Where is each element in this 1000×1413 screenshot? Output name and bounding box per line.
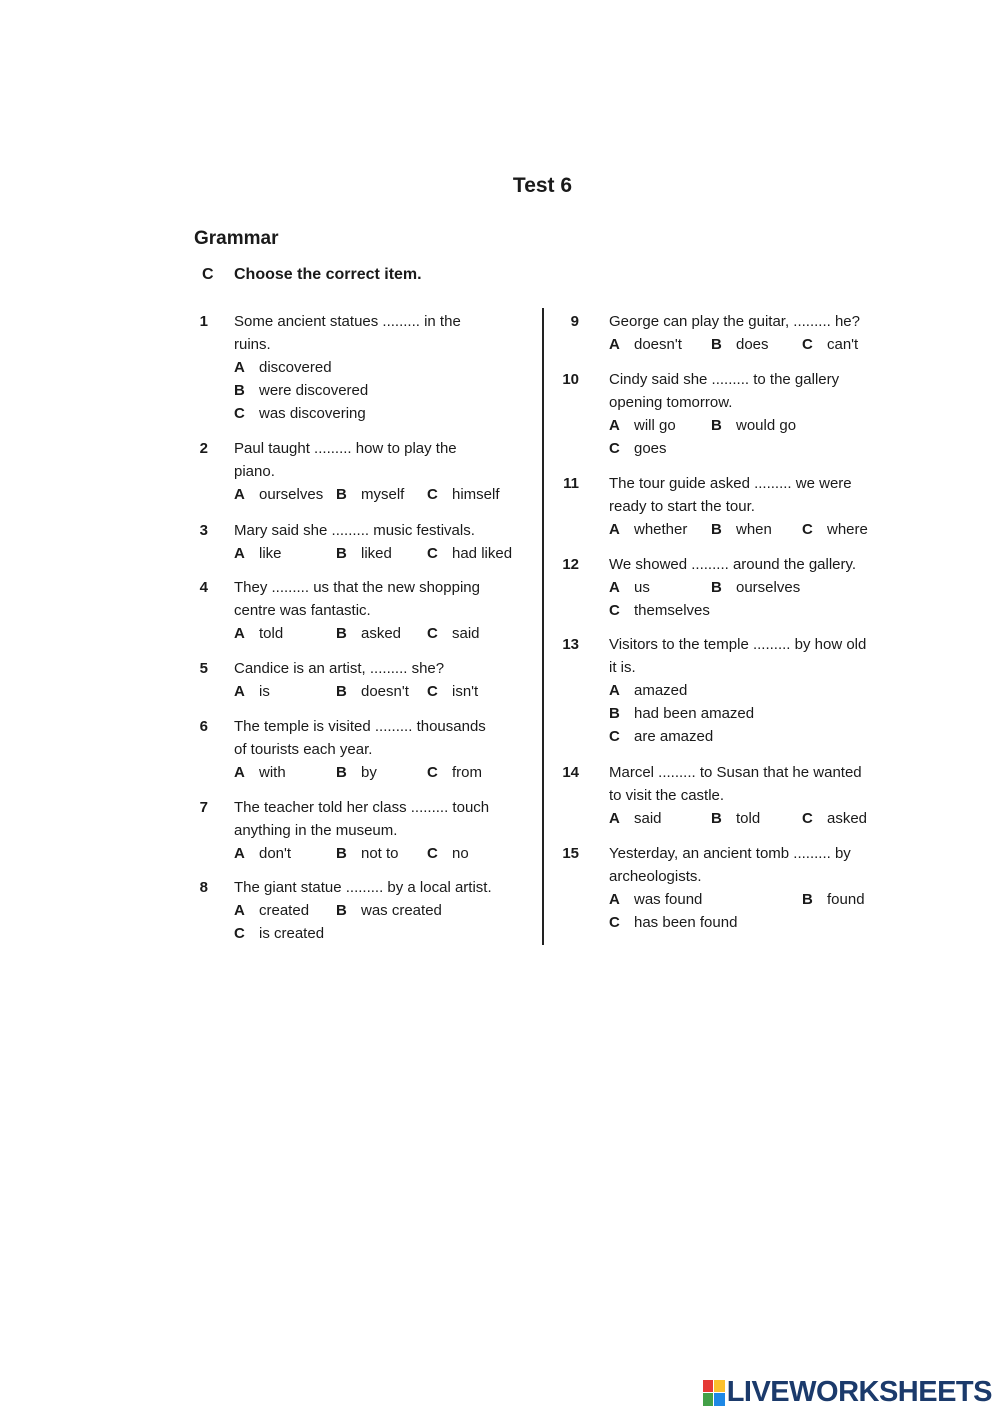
instruction bbox=[202, 266, 422, 284]
answer-option[interactable] bbox=[427, 542, 512, 565]
answer-option[interactable] bbox=[427, 483, 500, 506]
answer-option[interactable] bbox=[336, 542, 392, 565]
answer-option[interactable] bbox=[234, 899, 309, 922]
option-text: like bbox=[259, 545, 282, 562]
option-text: amazed bbox=[634, 682, 688, 699]
answer-option[interactable] bbox=[802, 807, 867, 830]
option-letter: C bbox=[802, 521, 813, 538]
option-letter: B bbox=[609, 705, 620, 722]
option-letter: A bbox=[234, 845, 245, 862]
option-letter: C bbox=[802, 810, 813, 827]
option-letter: A bbox=[609, 336, 620, 353]
option-text: goes bbox=[634, 440, 667, 457]
section-title: Grammar bbox=[194, 228, 279, 249]
question-text: The temple is visited ......... thousands bbox=[234, 718, 486, 735]
question-number: 3 bbox=[199, 522, 208, 539]
option-text: will go bbox=[634, 417, 676, 434]
option-text: is bbox=[259, 683, 270, 700]
question-text: piano. bbox=[234, 463, 275, 480]
answer-option[interactable] bbox=[802, 888, 865, 911]
answer-option[interactable] bbox=[234, 542, 282, 565]
answer-option[interactable] bbox=[609, 576, 650, 599]
liveworksheets-logo bbox=[703, 1376, 992, 1409]
question-number: 11 bbox=[563, 475, 579, 492]
option-text: was found bbox=[634, 891, 703, 908]
answer-option[interactable] bbox=[802, 518, 868, 541]
option-text: had been amazed bbox=[634, 705, 755, 722]
option-letter: B bbox=[336, 625, 347, 642]
option-text: are amazed bbox=[634, 728, 714, 745]
question-number: 10 bbox=[562, 371, 579, 388]
option-text: can't bbox=[827, 336, 859, 353]
answer-option[interactable] bbox=[609, 414, 676, 437]
answer-option[interactable] bbox=[609, 702, 754, 725]
option-text: myself bbox=[361, 486, 405, 503]
question-number: 14 bbox=[562, 764, 579, 781]
question-number: 5 bbox=[199, 660, 208, 677]
answer-option[interactable] bbox=[234, 483, 323, 506]
option-text: told bbox=[259, 625, 284, 642]
question-number: 7 bbox=[199, 799, 208, 816]
option-text: by bbox=[361, 764, 377, 781]
option-letter: C bbox=[609, 440, 620, 457]
option-text: when bbox=[736, 521, 772, 538]
question-text: The teacher told her class ......... touch bbox=[234, 799, 490, 816]
question-number: 9 bbox=[570, 313, 579, 330]
option-text: has been found bbox=[634, 914, 738, 931]
answer-option[interactable] bbox=[427, 680, 478, 703]
option-letter: A bbox=[234, 486, 245, 503]
question-text: George can play the guitar, ......... he? bbox=[609, 313, 860, 330]
option-text: whether bbox=[634, 521, 688, 538]
option-letter: C bbox=[427, 845, 438, 862]
question-number: 4 bbox=[199, 579, 208, 596]
answer-option[interactable] bbox=[711, 414, 796, 437]
option-letter: A bbox=[234, 764, 245, 781]
question-number: 12 bbox=[562, 556, 579, 573]
answer-option[interactable] bbox=[336, 899, 442, 922]
answer-option[interactable] bbox=[336, 842, 399, 865]
answer-option[interactable] bbox=[711, 518, 772, 541]
option-text: us bbox=[634, 579, 650, 596]
option-letter: A bbox=[234, 545, 245, 562]
answer-option[interactable] bbox=[609, 807, 662, 830]
option-text: said bbox=[634, 810, 662, 827]
answer-option[interactable] bbox=[609, 518, 687, 541]
option-letter: B bbox=[711, 336, 722, 353]
option-letter: C bbox=[609, 914, 620, 931]
option-letter: A bbox=[609, 417, 620, 434]
answer-option[interactable] bbox=[609, 599, 710, 622]
option-letter: A bbox=[234, 902, 245, 919]
logo-text: LIVEWORKSHEETS bbox=[726, 1376, 992, 1408]
option-text: doesn't bbox=[634, 336, 682, 353]
answer-option[interactable] bbox=[234, 356, 332, 379]
option-letter: B bbox=[336, 486, 347, 503]
answer-option[interactable] bbox=[609, 333, 682, 356]
option-letter: B bbox=[711, 417, 722, 434]
question-text: to visit the castle. bbox=[609, 787, 725, 804]
question-text: it is. bbox=[609, 659, 636, 676]
test-title: Test 6 bbox=[512, 174, 573, 197]
instruction-letter: C bbox=[202, 266, 214, 283]
option-letter: B bbox=[336, 902, 347, 919]
option-text: with bbox=[259, 764, 286, 781]
answer-option[interactable] bbox=[802, 333, 858, 356]
option-text: was discovering bbox=[259, 405, 366, 422]
option-text: not to bbox=[361, 845, 399, 862]
question-text: They ......... us that the new shopping bbox=[234, 579, 480, 596]
answer-option[interactable] bbox=[234, 761, 286, 784]
answer-option[interactable] bbox=[234, 379, 368, 402]
answer-option[interactable] bbox=[609, 911, 737, 934]
answer-option[interactable] bbox=[234, 922, 324, 945]
question-number: 8 bbox=[199, 879, 208, 896]
option-letter: B bbox=[711, 521, 722, 538]
instruction-text: Choose the correct item. bbox=[234, 266, 422, 283]
answer-option[interactable] bbox=[711, 333, 769, 356]
option-letter: B bbox=[336, 683, 347, 700]
column-divider bbox=[542, 308, 544, 945]
option-text: discovered bbox=[259, 359, 332, 376]
answer-option[interactable] bbox=[234, 622, 283, 645]
answer-option[interactable] bbox=[427, 761, 482, 784]
option-letter: C bbox=[802, 336, 813, 353]
question-number: 1 bbox=[199, 313, 208, 330]
question-text: Cindy said she ......... to the gallery bbox=[609, 371, 840, 388]
question-text: Paul taught ......... how to play the bbox=[234, 440, 457, 457]
option-letter: C bbox=[234, 405, 245, 422]
option-text: don't bbox=[259, 845, 292, 862]
option-text: had liked bbox=[452, 545, 513, 562]
liveworksheets-logo-icon bbox=[703, 1380, 725, 1406]
question-text: anything in the museum. bbox=[234, 822, 398, 839]
option-letter: B bbox=[336, 845, 347, 862]
answer-option[interactable] bbox=[609, 725, 713, 748]
question-number: 13 bbox=[562, 636, 579, 653]
question-text: ready to start the tour. bbox=[609, 498, 755, 515]
answer-option[interactable] bbox=[609, 679, 687, 702]
option-letter: A bbox=[234, 359, 245, 376]
question-number: 6 bbox=[199, 718, 208, 735]
option-text: created bbox=[259, 902, 310, 919]
answer-option[interactable] bbox=[427, 622, 480, 645]
question-number: 2 bbox=[199, 440, 208, 457]
option-text: were discovered bbox=[259, 382, 369, 399]
question-text: The tour guide asked ......... we were bbox=[609, 475, 852, 492]
option-text: ourselves bbox=[736, 579, 801, 596]
option-text: found bbox=[827, 891, 865, 908]
question-text: centre was fantastic. bbox=[234, 602, 371, 619]
option-text: is created bbox=[259, 925, 325, 942]
answer-option[interactable] bbox=[336, 483, 404, 506]
option-text: isn't bbox=[452, 683, 479, 700]
answer-option[interactable] bbox=[234, 402, 366, 425]
question-text: opening tomorrow. bbox=[609, 394, 733, 411]
option-letter: A bbox=[609, 579, 620, 596]
answer-option[interactable] bbox=[336, 622, 401, 645]
question-text: ruins. bbox=[234, 336, 271, 353]
question-text: Visitors to the temple ......... by how old bbox=[609, 636, 867, 653]
option-text: no bbox=[452, 845, 469, 862]
option-letter: C bbox=[427, 545, 438, 562]
answer-option[interactable] bbox=[336, 680, 409, 703]
option-text: would go bbox=[736, 417, 797, 434]
option-letter: C bbox=[427, 486, 438, 503]
option-text: asked bbox=[827, 810, 868, 827]
question-text: archeologists. bbox=[609, 868, 702, 885]
option-letter: B bbox=[711, 810, 722, 827]
option-letter: A bbox=[609, 521, 620, 538]
option-letter: C bbox=[234, 925, 245, 942]
option-text: themselves bbox=[634, 602, 710, 619]
option-letter: B bbox=[336, 545, 347, 562]
option-text: doesn't bbox=[361, 683, 409, 700]
question-text: of tourists each year. bbox=[234, 741, 373, 758]
question-text: Marcel ......... to Susan that he wanted bbox=[609, 764, 862, 781]
option-letter: C bbox=[609, 602, 620, 619]
option-text: himself bbox=[452, 486, 500, 503]
answer-option[interactable] bbox=[711, 807, 760, 830]
option-letter: B bbox=[711, 579, 722, 596]
option-text: liked bbox=[361, 545, 392, 562]
answer-option[interactable] bbox=[609, 437, 667, 460]
option-letter: A bbox=[234, 683, 245, 700]
answer-option[interactable] bbox=[336, 761, 377, 784]
question-text: We showed ......... around the gallery. bbox=[609, 556, 857, 573]
option-letter: C bbox=[427, 683, 438, 700]
question-number: 15 bbox=[562, 845, 579, 862]
option-letter: B bbox=[336, 764, 347, 781]
option-text: does bbox=[736, 336, 769, 353]
question-text: Some ancient statues ......... in the bbox=[234, 313, 461, 330]
option-text: was created bbox=[361, 902, 442, 919]
answer-option[interactable] bbox=[234, 842, 291, 865]
option-letter: B bbox=[802, 891, 813, 908]
option-letter: A bbox=[609, 810, 620, 827]
question-text: Mary said she ......... music festivals. bbox=[234, 522, 475, 539]
option-letter: A bbox=[234, 625, 245, 642]
answer-option[interactable] bbox=[609, 888, 702, 911]
option-letter: C bbox=[427, 764, 438, 781]
option-text: asked bbox=[361, 625, 402, 642]
option-letter: C bbox=[609, 728, 620, 745]
option-letter: B bbox=[234, 382, 245, 399]
question-text: Candice is an artist, ......... she? bbox=[234, 660, 445, 677]
question-text: Yesterday, an ancient tomb ......... by bbox=[609, 845, 851, 862]
answer-option[interactable] bbox=[427, 842, 469, 865]
option-text: said bbox=[452, 625, 480, 642]
answer-option[interactable] bbox=[234, 680, 270, 703]
option-letter: C bbox=[427, 625, 438, 642]
option-text: from bbox=[452, 764, 482, 781]
answer-option[interactable] bbox=[711, 576, 800, 599]
option-text: ourselves bbox=[259, 486, 324, 503]
option-text: told bbox=[736, 810, 761, 827]
option-text: where bbox=[827, 521, 868, 538]
question-text: The giant statue ......... by a local artist. bbox=[234, 879, 492, 896]
option-letter: A bbox=[609, 891, 620, 908]
option-letter: A bbox=[609, 682, 620, 699]
